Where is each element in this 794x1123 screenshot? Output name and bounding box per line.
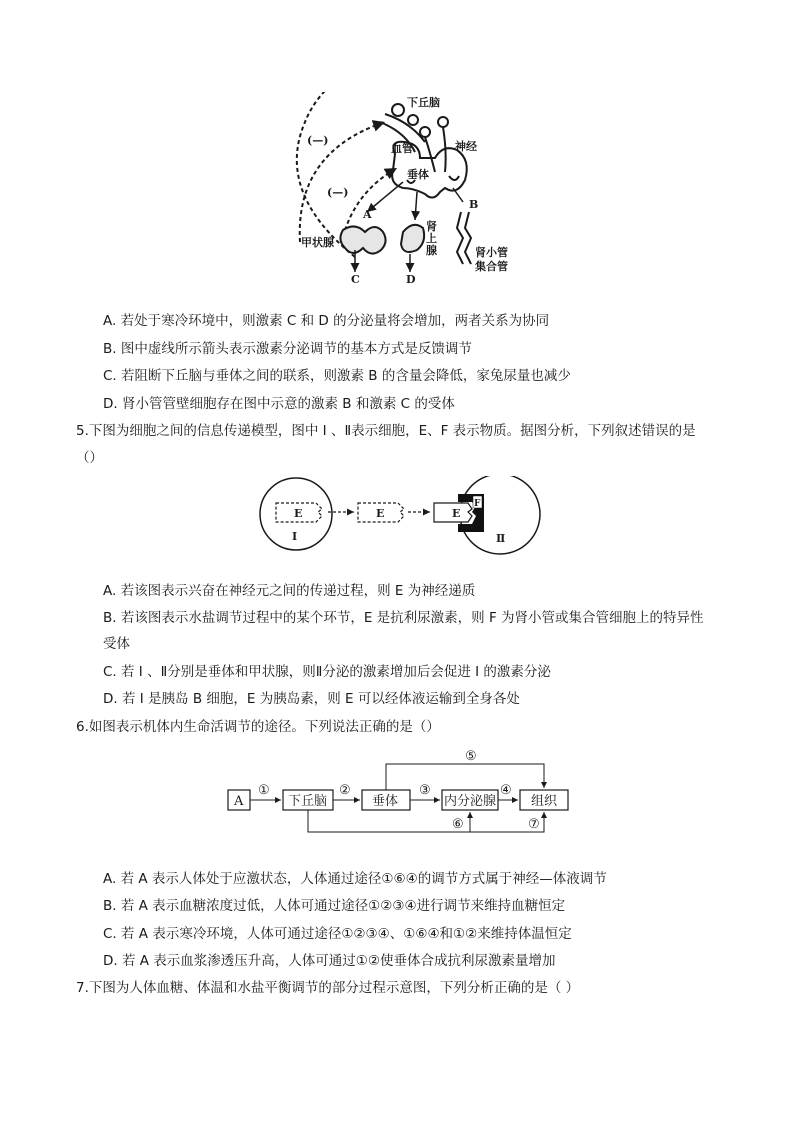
label-path-6: ⑥ (452, 817, 464, 832)
label-adrenal-3: 腺 (426, 244, 437, 257)
q5-option-b: B. 若该图表示水盐调节过程中的某个环节，E 是抗利尿激素，则 F 为肾小管或集合管细胞上的特异性 (103, 610, 704, 626)
label-kidney-tubule: 肾小管 (475, 246, 508, 259)
q5-option-c: C. 若 I 、Ⅱ分别是垂体和甲状腺，则Ⅱ分泌的激素增加后会促进 I 的激素分泌 (103, 664, 551, 680)
label-negative-1: (—) (307, 134, 329, 147)
label-cell-1: I (292, 530, 298, 543)
q5-stem-line-1: 5.下图为细胞之间的信息传递模型，图中 I 、Ⅱ表示细胞，E、F 表示物质。据图分析，下列叙述错误的是 (76, 423, 696, 439)
q5-stem-line-2: （） (76, 450, 103, 466)
label-negative-2: (—) (327, 186, 349, 199)
q5-option-b-continued: 受体 (103, 636, 130, 652)
label-collecting-duct: 集合管 (475, 260, 508, 273)
label-adrenal-2: 上 (426, 232, 437, 245)
q4-option-a: A. 若处于寒冷环境中，则激素 C 和 D 的分泌量将会增加，两者关系为协同 (103, 313, 550, 329)
q6-option-c: C. 若 A 表示寒冷环境，人体可通过途径①②③④、①⑥④和①②来维持体温恒定 (103, 926, 572, 942)
box-hypothalamus: 下丘脑 (288, 794, 328, 809)
label-pituitary: 垂体 (407, 168, 429, 181)
q4-option-d: D. 肾小管管壁细胞存在图中示意的激素 B 和激素 C 的受体 (103, 396, 455, 412)
cell-signaling-figure (258, 476, 544, 560)
q7-stem: 7.下图为人体血糖、体温和水盐平衡调节的部分过程示意图，下列分析正确的是（ ） (76, 980, 580, 996)
label-path-5: ⑤ (465, 749, 477, 764)
label-d: D (406, 273, 416, 286)
label-cell-2: Ⅱ (496, 532, 506, 545)
q4-option-c: C. 若阻断下丘脑与垂体之间的联系，则激素 B 的含量会降低，家兔尿量也减少 (103, 368, 571, 384)
label-path-7: ⑦ (528, 817, 540, 832)
q6-option-b: B. 若 A 表示血糖浓度过低，人体可通过途径①②③④进行调节来维持血糖恒定 (103, 898, 566, 914)
label-vessel: 血管 (391, 142, 413, 155)
q4-option-b: B. 图中虚线所示箭头表示激素分泌调节的基本方式是反馈调节 (103, 341, 472, 357)
box-a: A (234, 794, 244, 809)
box-tissue: 组织 (531, 794, 558, 809)
q6-option-a: A. 若 A 表示人体处于应激状态，人体通过途径①⑥④的调节方式属于神经—体液调节 (103, 871, 607, 887)
label-thyroid: 甲状腺 (301, 236, 334, 249)
label-f: F (474, 499, 481, 509)
label-e-transit: E (376, 507, 385, 520)
box-pituitary: 垂体 (372, 794, 399, 809)
label-path-2: ② (339, 783, 351, 798)
label-hypothalamus: 下丘脑 (407, 96, 440, 109)
q6-stem: 6.如图表示机体内生命活调节的途径。下列说法正确的是（） (76, 719, 440, 735)
label-adrenal-1: 肾 (426, 220, 437, 233)
regulation-pathway-figure (226, 746, 574, 838)
q5-option-d: D. 若 I 是胰岛 B 细胞，E 为胰岛素，则 E 可以经体液运输到全身各处 (103, 691, 520, 707)
label-path-4: ④ (500, 783, 512, 798)
label-c: C (351, 273, 360, 286)
label-a: A (363, 208, 372, 221)
label-path-3: ③ (419, 783, 431, 798)
label-path-1: ① (258, 783, 270, 798)
box-endocrine-gland: 内分泌腺 (444, 794, 497, 809)
hormone-regulation-figure (285, 92, 525, 288)
label-e-bound: E (452, 507, 461, 520)
q5-option-a: A. 若该图表示兴奋在神经元之间的传递过程，则 E 为神经递质 (103, 583, 476, 599)
label-nerve: 神经 (455, 140, 477, 153)
q6-option-d: D. 若 A 表示血浆渗透压升高，人体可通过①②使垂体合成抗利尿激素量增加 (103, 953, 556, 969)
label-b: B (469, 198, 479, 211)
label-e-cell1: E (294, 507, 303, 520)
